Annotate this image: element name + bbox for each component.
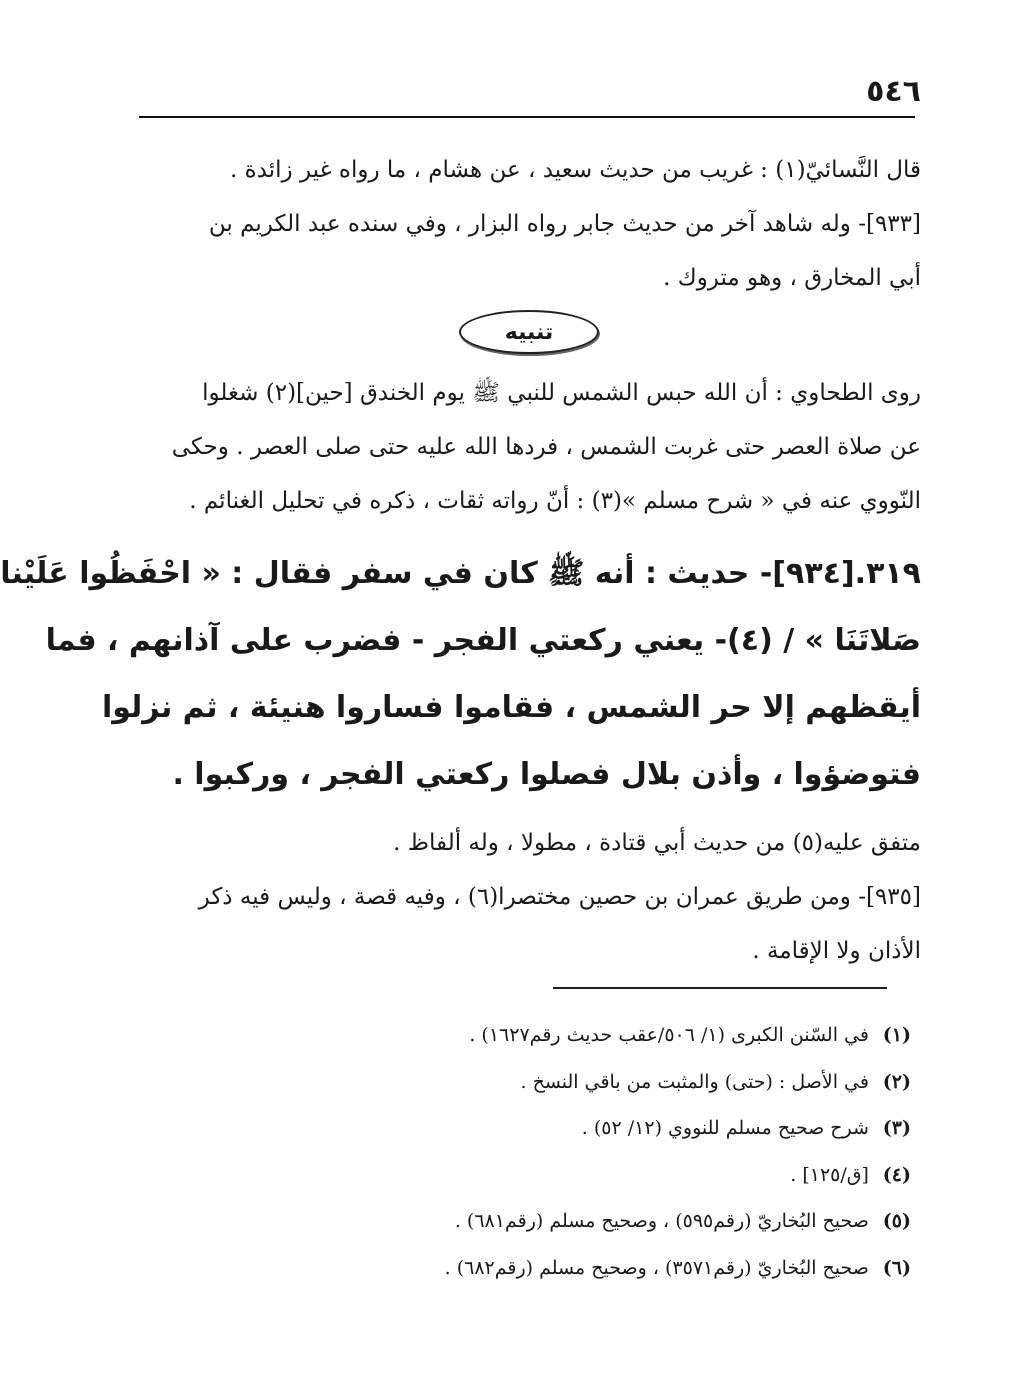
hadith-text [0,540,921,808]
footnote-text: في الأصل : (حتى) والمثبت من باقي النسخ . [520,1070,869,1093]
footnote-separator [553,987,887,989]
commentary-line: متفق عليه(٥) من حديث أبي قتادة ، مطولا ، وله ألفاظ . [393,830,921,856]
hadith-line: فتوضؤوا ، وأذن بلال فصلوا ركعتي الفجر ، وركبوا . [172,757,921,792]
footnote-number: (٤) [882,1163,911,1186]
footnote-number: (١) [882,1024,911,1046]
intro-paragraph [141,143,921,305]
header-rule [139,116,915,118]
commentary-line: الأذان ولا الإقامة . [752,938,921,964]
intro-line: قال النَّسائيّ(١) : غريب من حديث سعيد ، عن هشام ، ما رواه غير زائدة . [229,157,921,183]
footnote-number: (٥) [882,1210,911,1232]
hadith-line: ٣١٩.[٩٣٤]- حديث : أنه ﷺ كان في سفر فقال : « احْفَظُوا عَلَيْنا [0,556,921,591]
footnote-number: (٦) [882,1256,911,1279]
notice-paragraph [141,366,921,528]
notice-title: تنبيه [459,310,599,354]
footnote [311,1059,911,1106]
footnote-text: في السّنن الكبرى (١/ ٥٠٦/عقب حديث رقم١٦٢٧) . [469,1024,869,1046]
footnote-text: صحيح البُخاريّ (رقم٥٩٥) ، وصحيح مسلم (رقم٦٨١) . [454,1210,869,1232]
footnote [311,1152,911,1199]
intro-line: أبي المخارق ، وهو متروك . [663,265,921,291]
notice-badge [459,310,599,356]
footnote-text: شرح صحيح مسلم للنووي (١٢/ ٥٢) . [581,1117,869,1139]
hadith-line: أيقظهم إلا حر الشمس ، فقاموا فساروا هنيئة ، ثم نزلوا [101,690,921,725]
footnote-text: [ق/١٢٥] . [790,1163,869,1186]
footnote-number: (٣) [882,1117,911,1139]
footnote [311,1012,911,1059]
page-number: ٥٤٦ [866,74,921,109]
footnote [311,1105,911,1152]
footnote-text: صحيح البُخاريّ (رقم٣٥٧١) ، وصحيح مسلم (رقم٦٨٢) . [444,1256,869,1279]
notice-line: النّووي عنه في « شرح مسلم »(٣) : أنّ رواته ثقات ، ذكره في تحليل الغنائم . [189,488,921,514]
notice-line: عن صلاة العصر حتى غربت الشمس ، فردها الله عليه حتى صلى العصر . وحكى [171,434,921,460]
commentary-line: [٩٣٥]- ومن طريق عمران بن حصين مختصرا(٦) ، وفيه قصة ، وليس فيه ذكر [198,884,921,910]
intro-line: [٩٣٣]- وله شاهد آخر من حديث جابر رواه البزار ، وفي سنده عبد الكريم بن [208,211,921,237]
hadith-line: صَلاتَنَا » / (٤)- يعني ركعتي الفجر - فضرب على آذانهم ، فما [45,623,921,658]
footnote [311,1245,911,1292]
footnote [311,1198,911,1245]
commentary-paragraph [141,816,921,978]
footnotes [311,1012,911,1291]
notice-line: روى الطحاوي : أن الله حبس الشمس للنبي ﷺ يوم الخندق [حين](٢) شغلوا [202,380,921,406]
footnote-number: (٢) [882,1070,911,1093]
